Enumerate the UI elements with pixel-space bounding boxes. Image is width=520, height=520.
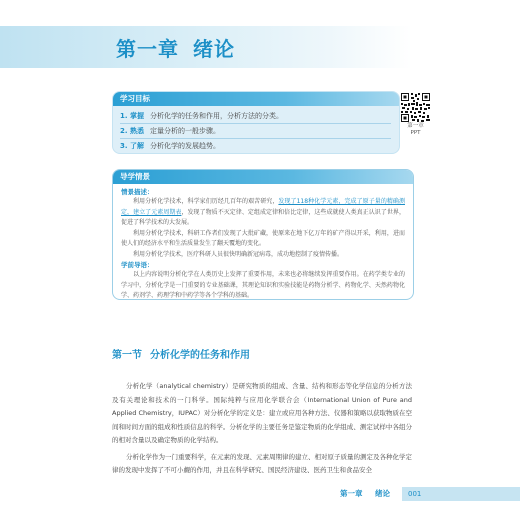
body-paragraph: 分析化学（analytical chemistry）是研究物质的组成、含量、结构和形态等化学信息的分析方法及有关理论和技术的一门科学。国际纯粹与应用化学联合会（International Union of Pure and Applied Chemistry，IUPAC）对分析化学的定义是：建立或应用各种方法、仪器和策略以获取物质在空间和时间方面的组成和性质信息的科学。分析化学的主要任务是鉴定物质的化学组成、测定试样中各组分的相对含量以及确定物质的化学结构。 — [112, 382, 412, 444]
chapter-header — [0, 26, 520, 68]
footer-chapter: 第一章 — [340, 489, 363, 498]
objective-level: 2. 熟悉 — [120, 127, 144, 135]
qr-code-icon[interactable] — [400, 92, 431, 123]
scenario-text: 利用分析化学技术，科学家们历经几百年的艰苦研究， — [133, 198, 279, 205]
section-number: 第一节 — [112, 350, 142, 361]
pre-study-label: 学前导语： — [121, 261, 154, 269]
situation-label: 情景描述： — [121, 188, 154, 196]
body-paragraph: 分析化学作为一门重要科学，在元素的发现、元素周期律的建立、相对原子质量的测定及各种化学定律的发现中发挥了不可小觑的作用，并且在科学研究、国民经济建设、医药卫生和食品安全 — [112, 452, 412, 474]
scenario-paragraph: 利用分析化学技术，科研工作者们发现了大批矿藏，使原来在地下亿万年的矿产得以开采，利用，进而使人们的经济水平和生活质量发生了翻天覆地的变化。 — [121, 229, 405, 247]
scenario-text: ，发现了物质不灭定律、定组成定律和倍比定律，这些成就使人类真正认识了世界，促进了科学技术的大发展。 — [121, 208, 405, 226]
scenario-paragraph: 利用分析化学技术，医疗科研人员很快明确新冠病毒，成功地控制了疫情传播。 — [133, 250, 344, 258]
learning-objectives-title: 学习目标 — [113, 92, 399, 106]
objective-item — [120, 124, 391, 138]
objective-item — [120, 109, 391, 123]
page-number: 001 — [402, 487, 520, 501]
page-footer — [340, 487, 520, 501]
objective-level: 1. 掌握 — [120, 112, 144, 120]
chapter-title — [116, 33, 235, 62]
objective-text: 分析化学的发展趋势。 — [150, 142, 220, 150]
objective-level: 3. 了解 — [120, 142, 144, 150]
guided-scenario-body — [113, 184, 413, 300]
section-name: 分析化学的任务和作用 — [150, 350, 250, 361]
learning-objectives-box — [112, 91, 400, 154]
objective-item — [120, 139, 391, 153]
scenario-highlight: 发现了118种化学元素，完成了原子量的精确测定，建立了元素周期表 — [121, 198, 405, 216]
ppt-qr-block — [400, 92, 431, 137]
guided-scenario-box — [112, 169, 414, 300]
section-body — [112, 380, 412, 481]
scenario-paragraph — [121, 197, 405, 229]
footer-title: 绪论 — [375, 489, 390, 498]
learning-objectives-list — [113, 106, 399, 153]
objective-text: 定量分析的一般步骤。 — [150, 127, 220, 135]
chapter-name: 绪论 — [193, 37, 235, 61]
qr-label-ppt: PPT — [410, 130, 421, 136]
section-title — [112, 346, 250, 361]
chapter-number: 第一章 — [116, 37, 179, 61]
scenario-paragraph: 以上内容说明分析化学在人类历史上发挥了重要作用，未来也必将继续发挥重要作用。在药学类专业的学习中，分析化学是一门重要的专业基础课，其理论知识和实验技能是药物分析学、药物化学、天然药物化学、药剂学、药理学和中药学等各个学科的基础。 — [121, 271, 405, 299]
objective-text: 分析化学的任务和作用，分析方法的分类。 — [150, 112, 283, 120]
qr-label-chapter: 第一章 — [407, 123, 424, 129]
guided-scenario-title: 导学情景 — [113, 170, 413, 184]
